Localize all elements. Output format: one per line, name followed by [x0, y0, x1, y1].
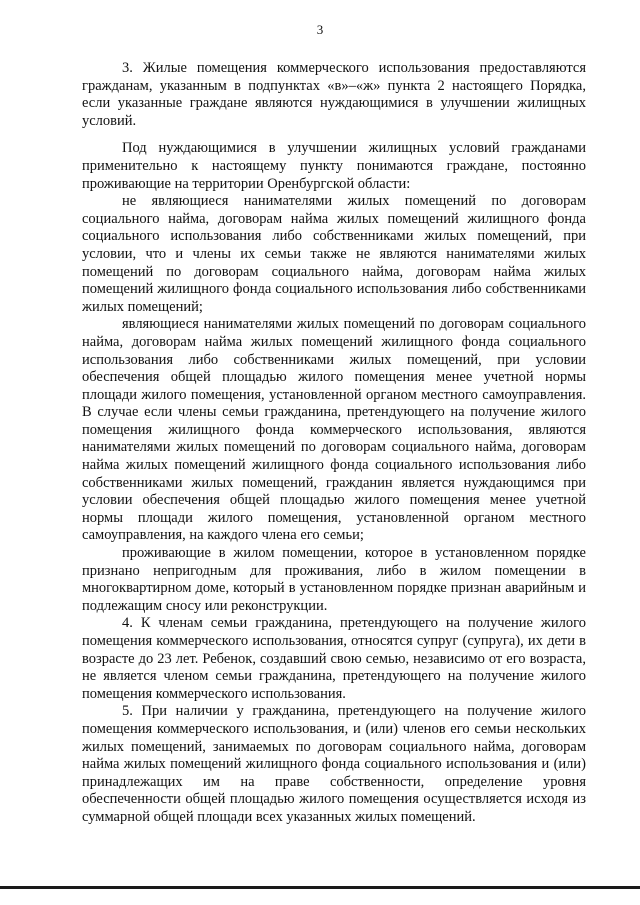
paragraph-unfit-housing: проживающие в жилом помещении, которое в установленном порядке признано непригодным для проживания, либо в жилом помещении в многоквартирном доме, который в установленном порядке признан аварийным и подлежащим сносу или реконструкции. — [82, 545, 586, 614]
bottom-border-line — [0, 886, 640, 889]
paragraph-item-4: 4. К членам семьи гражданина, претендующего на получение жилого помещения коммерческого использования, относятся супруг (супруга), их дети в возрасте до 23 лет. Ребенок, создавший свою семью, независимо от его возраста, не является членом семьи гражданина, претендующего на получение жилого помещения коммерческого использования. — [82, 615, 586, 702]
paragraph-needy-definition: Под нуждающимися в улучшении жилищных условий гражданами применительно к настоящему пункту понимаются граждане, постоянно проживающие на территории Оренбургской области: — [82, 140, 586, 192]
page-number: 3 — [316, 22, 324, 37]
document-body — [82, 60, 586, 827]
paragraph-item-5: 5. При наличии у гражданина, претендующего на получение жилого помещения коммерческого использования, и (или) членов его семьи нескольких жилых помещений, занимаемых по договорам социального найма, договорам найма жилых помещений жилищного фонда социального использования и (или) принадлежащих им на праве собственности, определение уровня обеспеченности общей площадью жилого помещения осуществляется исходя из суммарной общей площади всех указанных жилых помещений. — [82, 703, 586, 825]
paragraph-item-3: 3. Жилые помещения коммерческого использования предоставляются гражданам, указанным в подпунктах «в»–«ж» пункта 2 настоящего Порядка, если указанные граждане являются нуждающимися в улучшении жилищных условий. — [82, 60, 586, 129]
paragraph-tenants: являющиеся нанимателями жилых помещений по договорам социального найма, договорам найма жилых помещений жилищного фонда социального использования либо собственниками жилых помещений, при условии обеспечения общей площадью жилого помещения менее учетной нормы площади жилого помещения, установленной органом местного самоуправления. В случае если члены семьи гражданина, претендующего на получение жилого помещения жилищного фонда коммерческого использования, являются нанимателями жилых помещений по договорам социального найма, договорам найма жилых помещений жилищного фонда социального использования либо собственниками жилых помещений, гражданин является нуждающимся при условии обеспечения общей площадью жилого помещения менее учетной нормы площади жилого помещения, установленной органом местного самоуправления, на каждого члена его семьи; — [82, 316, 586, 544]
paragraph-not-tenants: не являющиеся нанимателями жилых помещений по договорам социального найма, договорам найма жилых помещений жилищного фонда социального использования либо собственниками жилых помещений, при условии, что и члены их семьи также не являются нанимателями жилых помещений по договорам социального найма, договорам найма жилых помещений жилищного фонда социального использования либо собственниками жилых помещений; — [82, 193, 586, 315]
